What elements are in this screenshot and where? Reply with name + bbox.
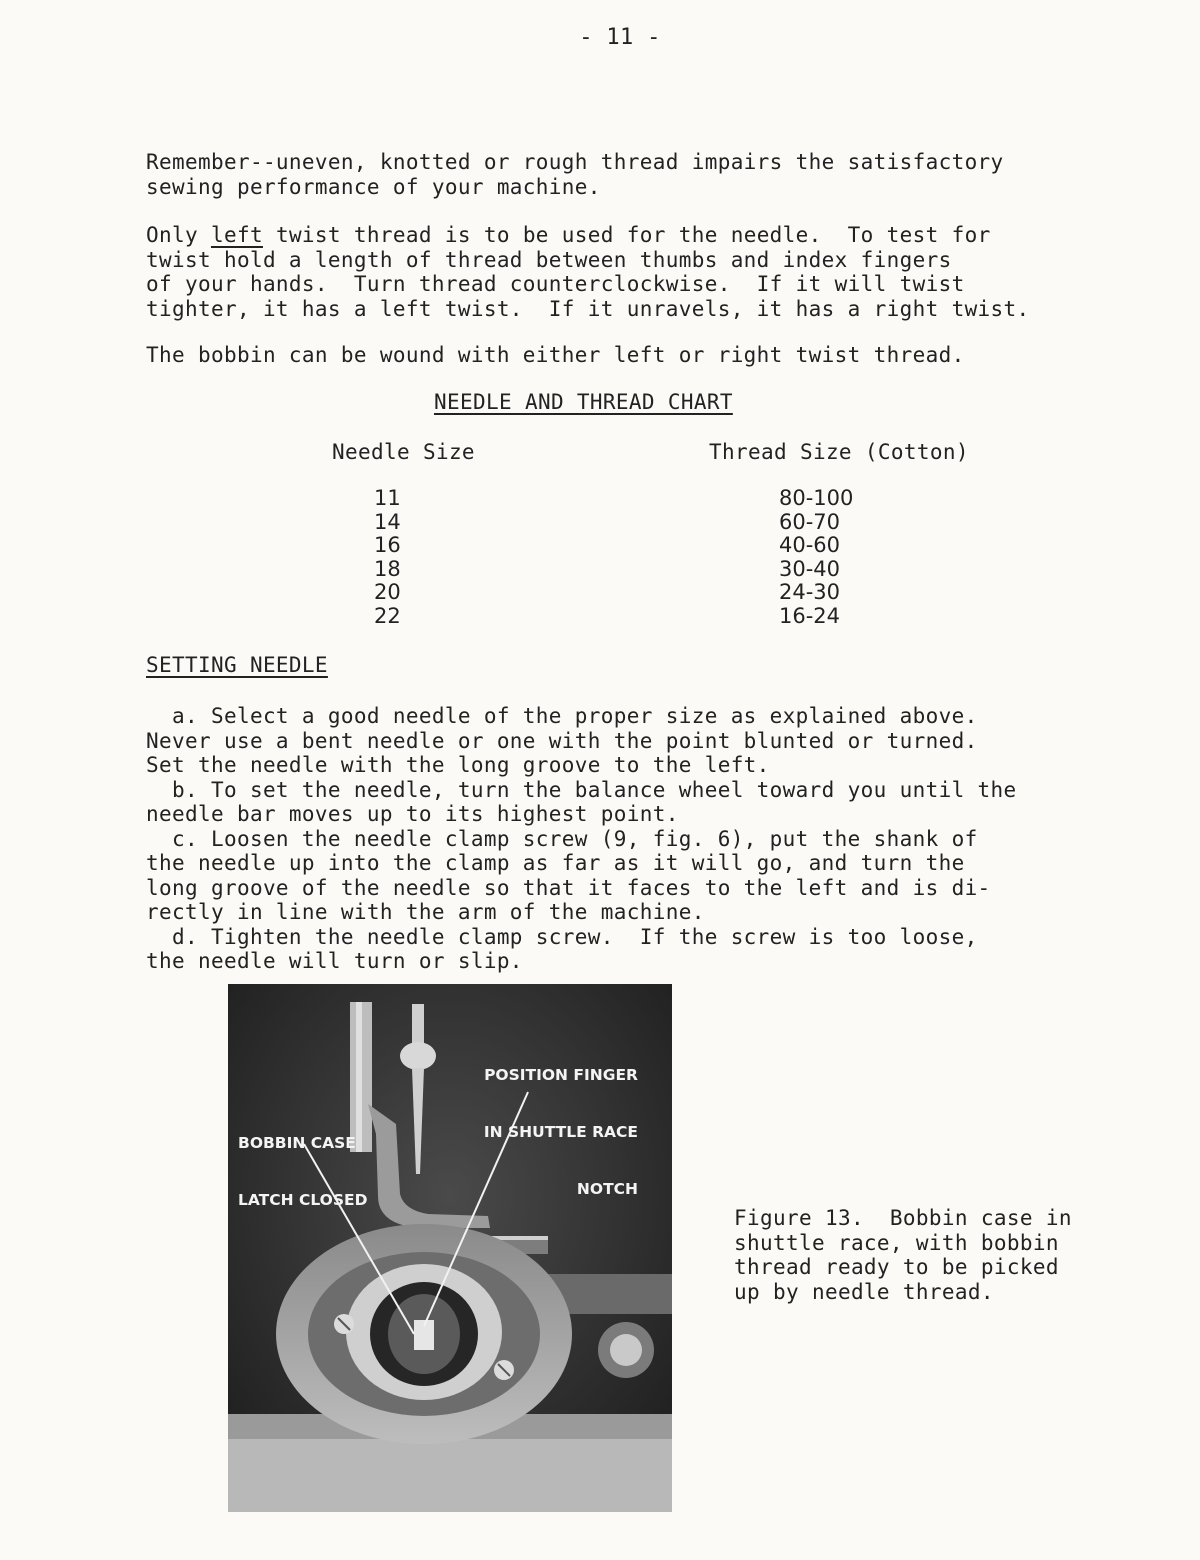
- needle-size-header: Needle Size: [332, 440, 475, 464]
- figure-label-line: IN SHUTTLE RACE: [483, 1123, 638, 1141]
- step-line: the needle will turn or slip.: [146, 949, 523, 973]
- needle-size-cell: 14: [374, 509, 401, 534]
- caption-line: up by needle thread.: [734, 1279, 994, 1304]
- thread-size-header: Thread Size (Cotton): [709, 440, 969, 464]
- step-line: rectly in line with the arm of the machine.: [146, 900, 705, 924]
- needle-size-cell: 18: [374, 556, 401, 581]
- needle-size-column: [374, 487, 401, 628]
- needle-size-cell: 16: [374, 533, 401, 557]
- setting-needle-steps: [146, 704, 1017, 974]
- step-line: Never use a bent needle or one with the point blunted or turned.: [146, 728, 978, 753]
- paragraph-line: twist hold a length of thread between thumbs and index fingers: [146, 247, 952, 272]
- paragraph-line: Remember--uneven, knotted or rough thread impairs the satisfactory: [146, 150, 1004, 174]
- step-line: long groove of the needle so that it faces to the left and is di-: [146, 875, 991, 900]
- step-line: Set the needle with the long groove to the left.: [146, 753, 770, 777]
- underlined-word: left: [210, 223, 263, 247]
- caption-line: Figure 13. Bobbin case in: [734, 1206, 1072, 1230]
- caption-line: shuttle race, with bobbin: [734, 1230, 1059, 1255]
- step-line: b. To set the needle, turn the balance wheel toward you until the: [146, 777, 1017, 802]
- page-number: - 11 -: [579, 25, 661, 50]
- thread-size-cell: 60-70: [779, 509, 841, 534]
- step-line: c. Loosen the needle clamp screw (9, fig. 6), put the shank of: [146, 826, 978, 851]
- step-line: d. Tighten the needle clamp screw. If the screw is too loose,: [146, 924, 978, 949]
- figure-label-line: LATCH CLOSED: [238, 1191, 368, 1209]
- paragraph-line: [146, 223, 1030, 248]
- figure-photo-bobbin-case: [228, 984, 672, 1512]
- figure-caption: [734, 1206, 1072, 1304]
- thread-size-cell: 40-60: [779, 533, 841, 557]
- section-heading: SETTING NEEDLE: [146, 653, 328, 677]
- caption-line: thread ready to be picked: [734, 1255, 1059, 1279]
- paragraph-thread-quality: [146, 150, 1004, 199]
- paragraph-line: of your hands. Turn thread counterclockwise. If it will twist: [146, 272, 965, 296]
- thread-size-cell: 24-30: [779, 580, 841, 604]
- figure-label-right: [454, 1028, 638, 1237]
- paragraph-twist-test: [146, 223, 1030, 321]
- step-line: needle bar moves up to its highest point.: [146, 802, 679, 826]
- paragraph-line: sewing performance of your machine.: [146, 174, 601, 199]
- text-segment: Only: [146, 223, 211, 247]
- figure-label-left: [238, 1096, 367, 1248]
- step-line: a. Select a good needle of the proper size as explained above.: [146, 704, 978, 728]
- text-segment: twist thread is to be used for the needle. To test for: [262, 223, 991, 247]
- figure-label-line: POSITION FINGER: [484, 1066, 638, 1084]
- figure-label-line: BOBBIN CASE: [238, 1134, 356, 1152]
- paragraph-bobbin-thread: The bobbin can be wound with either left or right twist thread.: [146, 343, 965, 367]
- paragraph-line: tighter, it has a left twist. If it unravels, it has a right twist.: [146, 296, 1030, 321]
- needle-size-cell: 22: [374, 603, 401, 628]
- chart-title: NEEDLE AND THREAD CHART: [434, 390, 733, 414]
- figure-label-line: NOTCH: [576, 1180, 638, 1198]
- thread-size-cell: 16-24: [779, 603, 841, 628]
- step-line: the needle up into the clamp as far as it will go, and turn the: [146, 851, 965, 875]
- needle-size-cell: 11: [374, 486, 401, 510]
- thread-size-cell: 30-40: [779, 556, 841, 581]
- needle-size-cell: 20: [374, 580, 401, 604]
- thread-size-cell: 80-100: [779, 486, 854, 510]
- thread-size-column: [779, 487, 853, 628]
